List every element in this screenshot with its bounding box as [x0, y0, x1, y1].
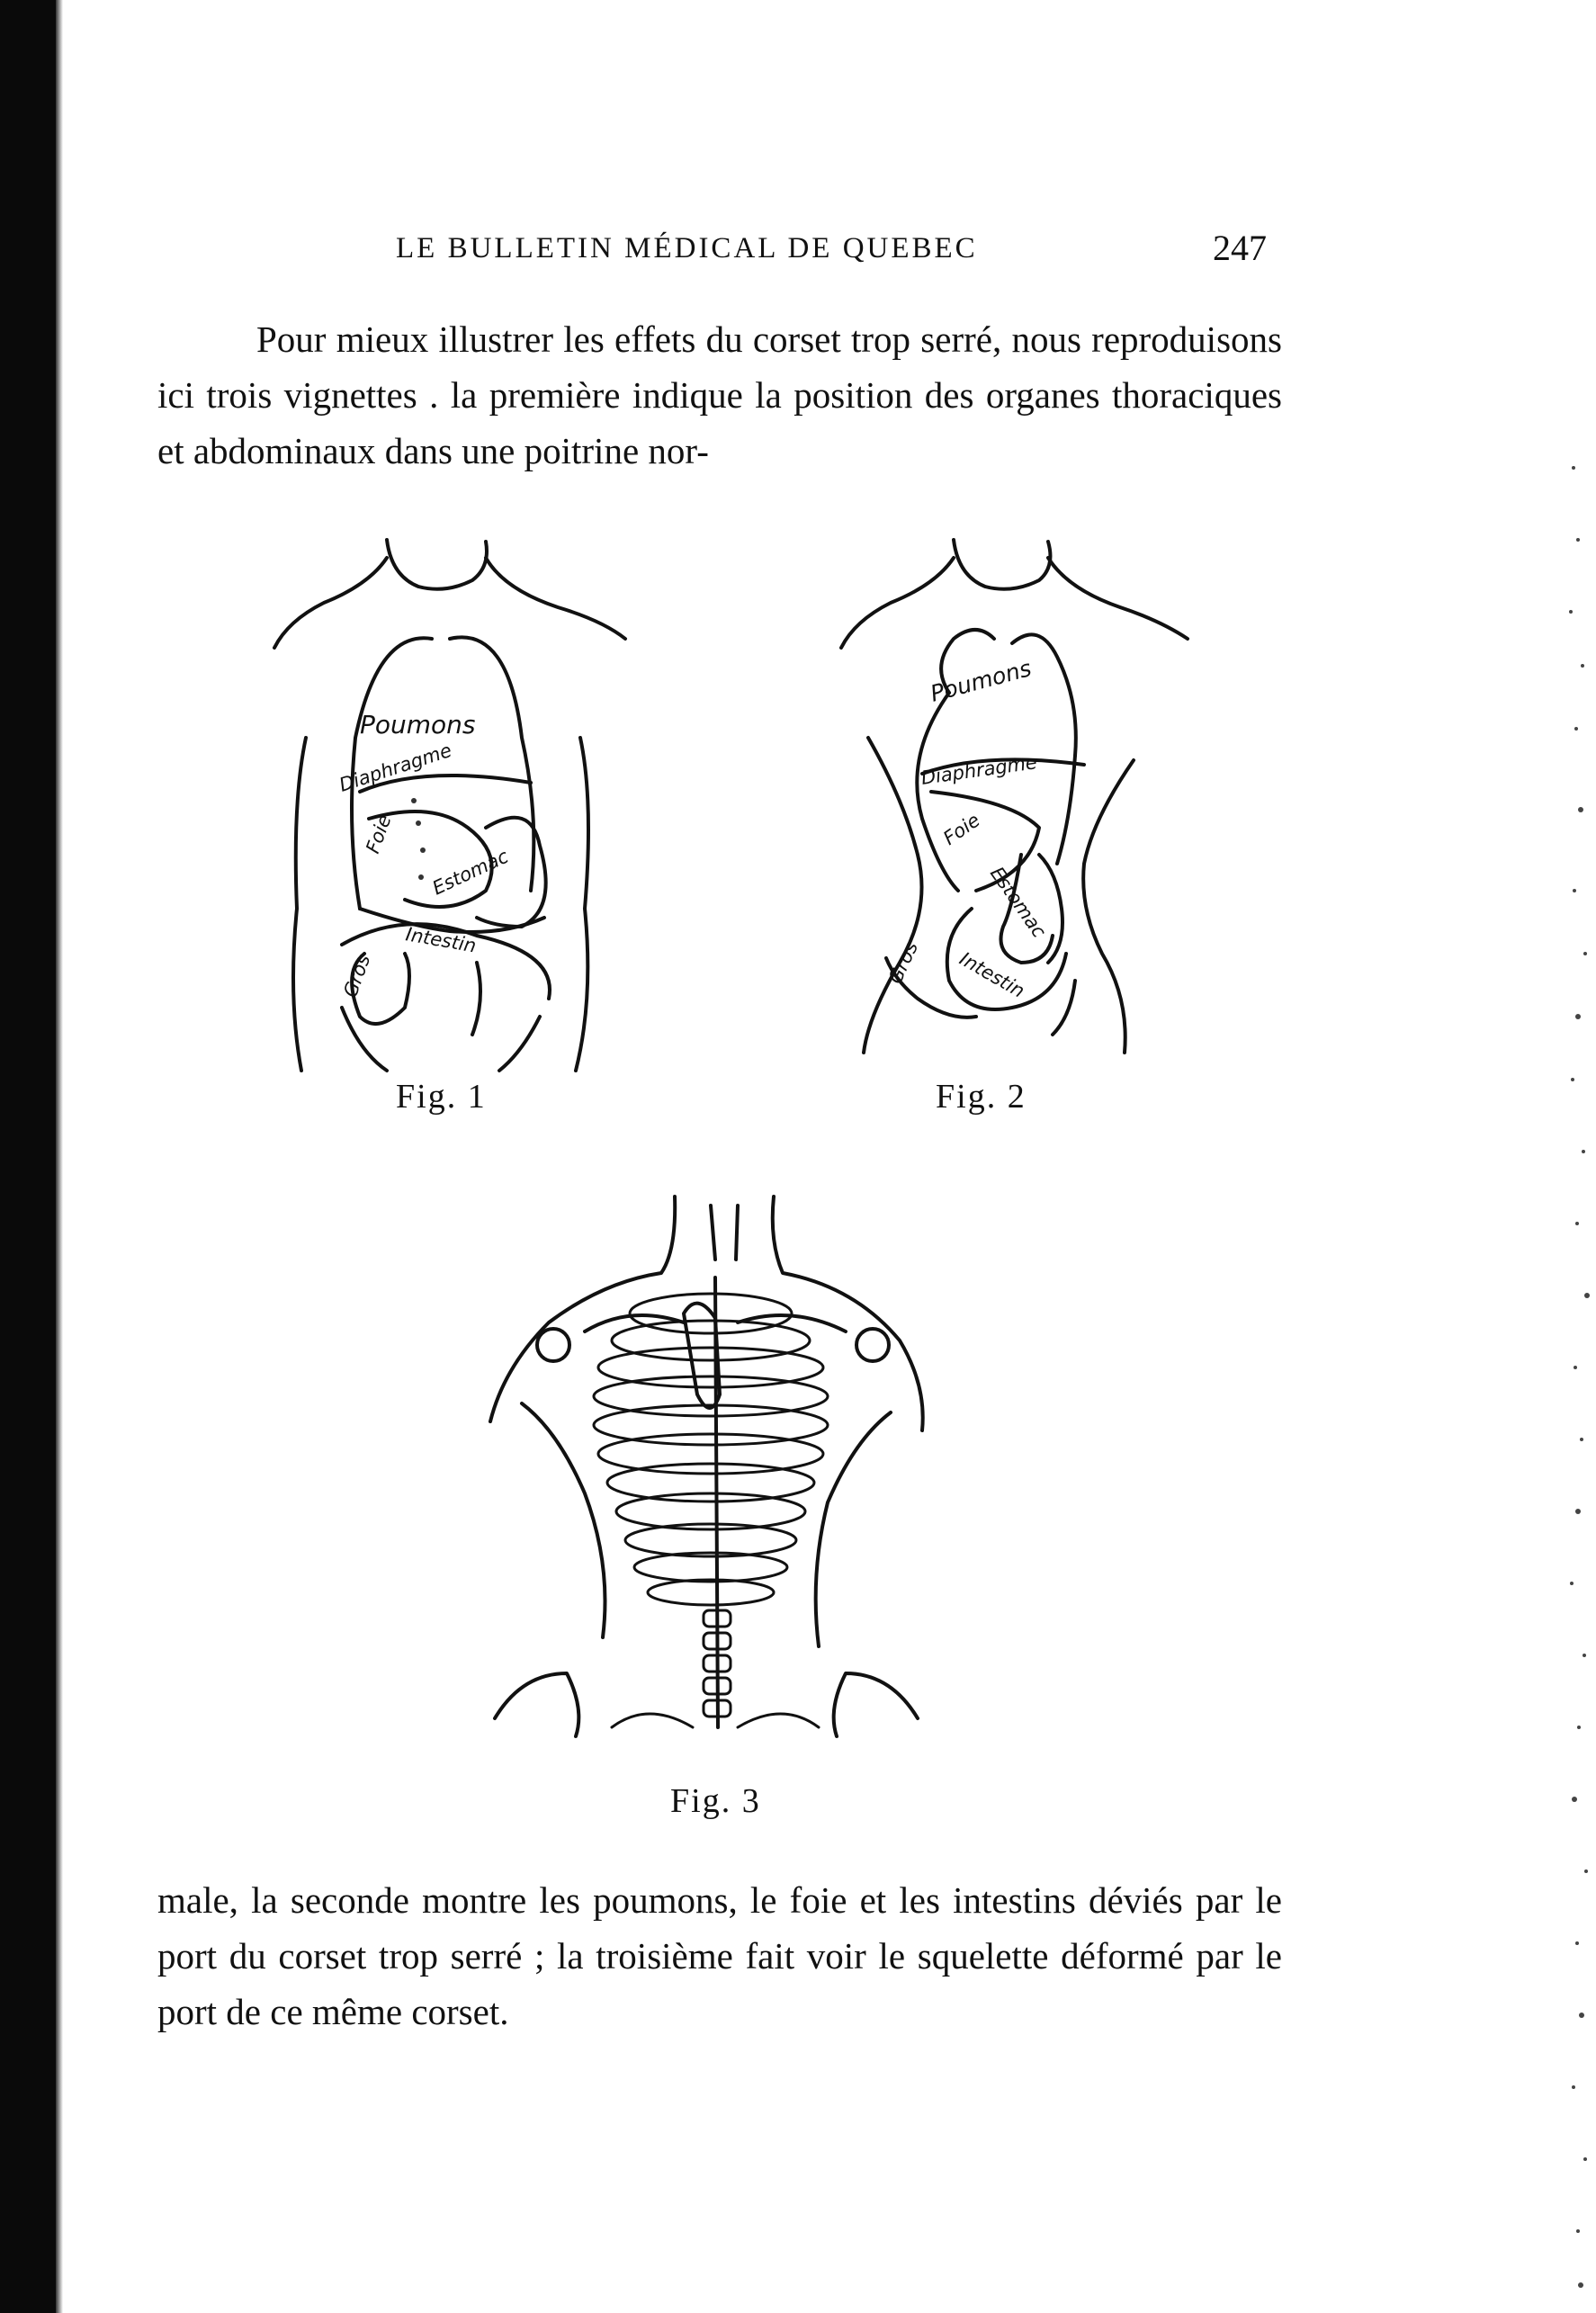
figure-1-normal-torso — [270, 531, 648, 1089]
paragraph-intro-text: Pour mieux illustrer les effets du corset trop serré, nous reproduisons ici trois vignettes . la première indique la position des organes thoraciques et abdominaux dans une poitrine nor- — [157, 318, 1282, 471]
fig2-label-stomach: Estomac — [985, 863, 1051, 942]
fig2-label-diaphragm: Diaphragme — [919, 751, 1039, 789]
paragraph-intro — [157, 311, 1282, 479]
fig1-label-diaphragm: Diaphragme — [336, 739, 454, 796]
fig2-label-lungs: Poumons — [928, 655, 1035, 707]
figure-3-caption: Fig. 3 — [670, 1782, 761, 1820]
fig1-label-lungs: Poumons — [360, 710, 476, 740]
fig1-label-liver: Foie — [362, 811, 396, 856]
fig2-label-intestine: Intestin — [955, 947, 1028, 1002]
paragraph-conclusion: male, la seconde montre les poumons, le foie et les intestins déviés par le port du corset trop serré ; la troisième fait voir le squelette déformé par le port de ce même corset. — [157, 1879, 1282, 2032]
scan-speckle — [1488, 432, 1596, 2313]
figure-1-caption: Fig. 1 — [396, 1078, 487, 1116]
book-binding-edge — [0, 0, 56, 2313]
fig2-label-gros: Gros — [883, 937, 923, 988]
binding-shadow — [56, 0, 63, 2313]
fig2-label-liver: Foie — [939, 809, 984, 850]
running-header: LE BULLETIN MÉDICAL DE QUEBEC — [396, 232, 978, 264]
figure-2-corseted-torso — [832, 531, 1210, 1089]
page-number: 247 — [1213, 228, 1267, 268]
figure-3-deformed-skeleton — [468, 1188, 945, 1763]
figure-2-caption: Fig. 2 — [936, 1078, 1027, 1116]
fig1-label-intestine: Intestin — [404, 923, 479, 957]
fig1-label-gros: Gros — [339, 951, 375, 1000]
fig1-label-stomach: Estomac — [428, 845, 512, 900]
